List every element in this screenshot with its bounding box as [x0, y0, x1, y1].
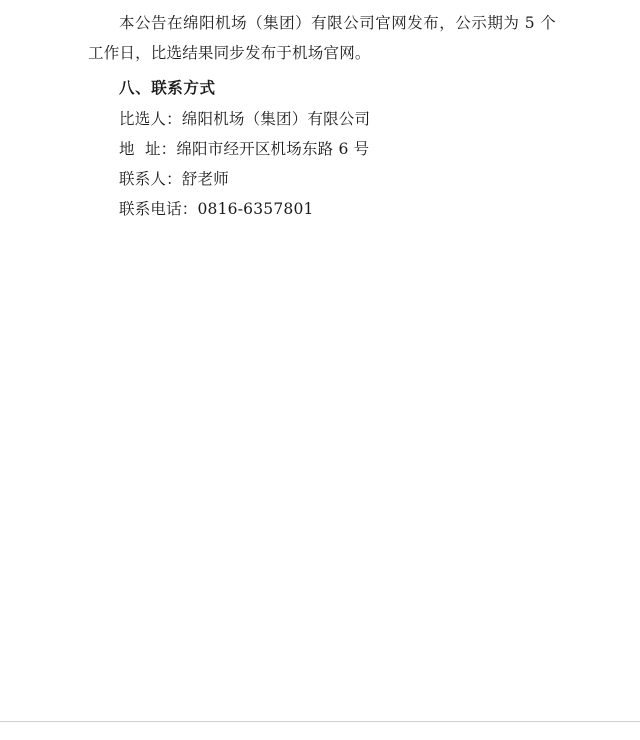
contact-field-person: 联系人：舒老师 [119, 170, 229, 188]
contact-field-phone: 联系电话：0816-6357801 [119, 200, 314, 218]
section-heading-contact: 八、联系方式 [119, 78, 216, 97]
document-body [88, 8, 556, 224]
contact-field-organization: 比选人：绵阳机场（集团）有限公司 [119, 110, 371, 128]
paragraph-announcement: 本公告在绵阳机场（集团）有限公司官网发布，公示期为 5 个工作日，比选结果同步发布于机场官网。 [88, 14, 556, 62]
contact-field-address: 地 址：绵阳市经开区机场东路 6 号 [119, 140, 370, 158]
page-bottom-divider [0, 721, 640, 722]
